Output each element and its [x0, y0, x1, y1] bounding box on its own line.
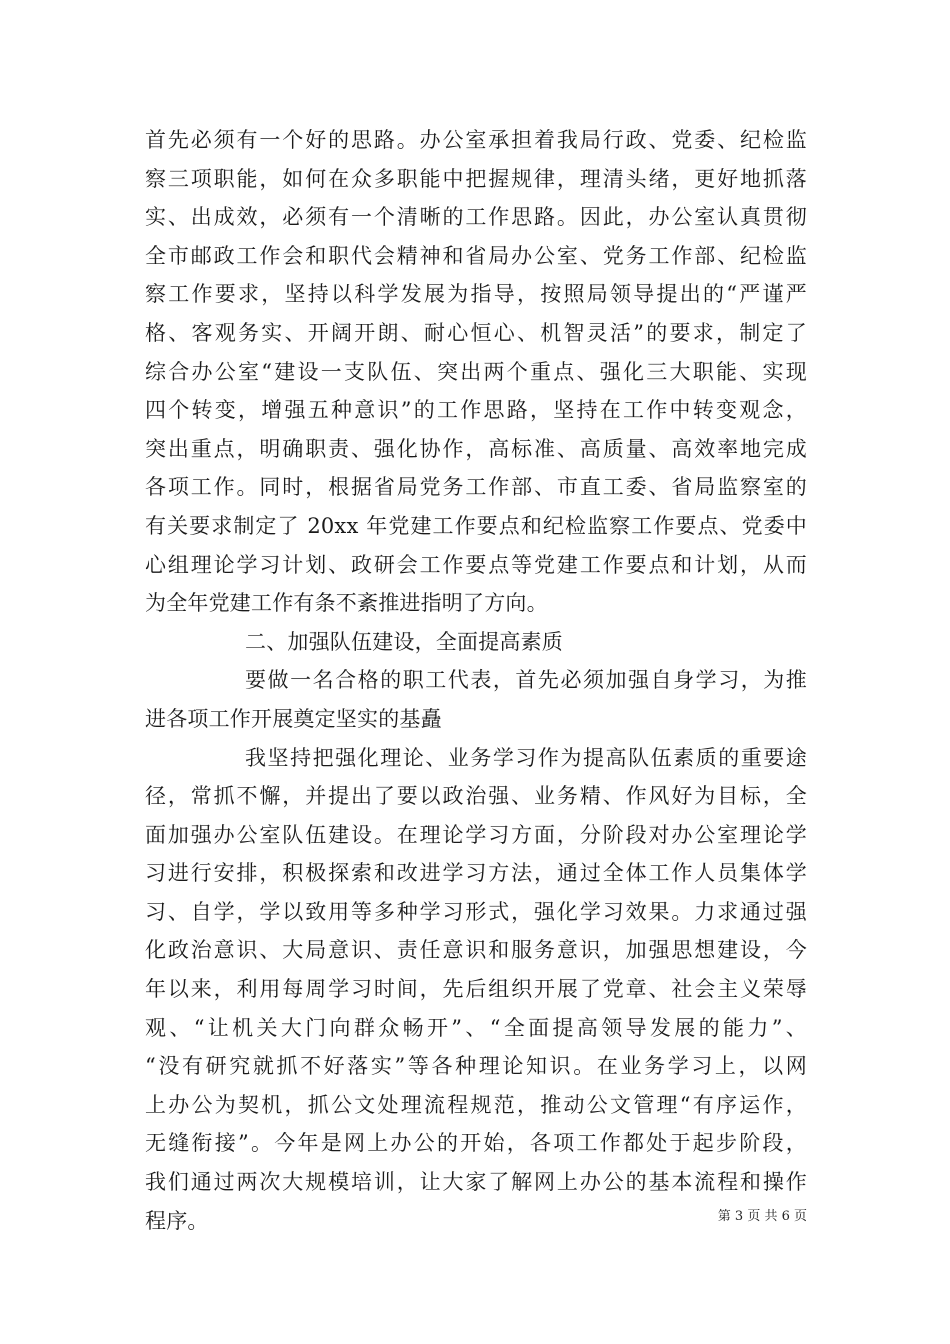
text-line: 首先必须有一个好的思路。办公室承担着我局行政、党委、纪检监 [145, 128, 807, 152]
page-number: 第 3 页 共 6 页 [717, 1209, 807, 1224]
text-line: 全市邮政工作会和职代会精神和省局办公室、党务工作部、纪检监 [145, 243, 807, 268]
text-line: 有关要求制定了 20xx 年党建工作要点和纪检监察工作要点、党委中 [145, 513, 807, 538]
text-line: 观、“让机关大门向群众畅开”、“全面提高领导发展的能力”、 [145, 1015, 807, 1040]
text-line: 年以来，利用每周学习时间，先后组织开展了党章、社会主义荣辱 [145, 977, 807, 1002]
text-line: 四个转变，增强五种意识”的工作思路，坚持在工作中转变观念， [145, 398, 807, 423]
text-line: 习进行安排，积极探索和改进学习方法，通过全体工作人员集体学 [145, 861, 807, 886]
text-line: 无缝衔接”。今年是网上办公的开始，各项工作都处于起步阶段， [145, 1131, 807, 1156]
text-line: “没有研究就抓不好落实”等各种理论知识。在业务学习上，以网 [145, 1054, 807, 1079]
text-line: 格、客观务实、开阔开朗、耐心恒心、机智灵活”的要求，制定了 [145, 320, 807, 345]
text-line: 各项工作。同时，根据省局党务工作部、市直工委、省局监察室的 [145, 475, 807, 500]
section-heading: 二、加强队伍建设，全面提高素质 [245, 629, 563, 654]
text-line: 实、出成效，必须有一个清晰的工作思路。因此，办公室认真贯彻 [145, 205, 807, 230]
body-text [145, 121, 807, 1240]
text-line: 综合办公室“建设一支队伍、突出两个重点、强化三大职能、实现 [145, 359, 807, 384]
text-line: 习、自学，学以致用等多种学习形式，强化学习效果。力求通过强 [145, 899, 807, 924]
text-line: 心组理论学习计划、政研会工作要点等党建工作要点和计划，从而 [145, 552, 807, 577]
text-line: 化政治意识、大局意识、责任意识和服务意识，加强思想建设，今 [145, 938, 807, 963]
text-line: 进各项工作开展奠定坚实的基矗 [145, 706, 442, 731]
text-line: 面加强办公室队伍建设。在理论学习方面，分阶段对办公室理论学 [145, 822, 807, 847]
text-line: 上办公为契机，抓公文处理流程规范，推动公文管理“有序运作， [145, 1092, 807, 1117]
text-line: 为全年党建工作有条不紊推进指明了方向。 [145, 591, 548, 616]
text-line: 径，常抓不懈，并提出了要以政治强、业务精、作风好为目标，全 [145, 784, 807, 809]
text-line: 察三项职能，如何在众多职能中把握规律，理清头绪，更好地抓落 [145, 166, 807, 191]
text-line: 我们通过两次大规模培训，让大家了解网上办公的基本流程和操作 [145, 1170, 807, 1195]
text-line: 突出重点，明确职责、强化协作，高标准、高质量、高效率地完成 [145, 436, 807, 461]
text-line: 程序。 [145, 1208, 209, 1233]
text-line: 我坚持把强化理论、业务学习作为提高队伍素质的重要途 [245, 745, 807, 770]
text-line: 察工作要求，坚持以科学发展为指导，按照局领导提出的“严谨严 [145, 282, 807, 307]
text-line: 要做一名合格的职工代表，首先必须加强自身学习，为推 [245, 668, 807, 693]
